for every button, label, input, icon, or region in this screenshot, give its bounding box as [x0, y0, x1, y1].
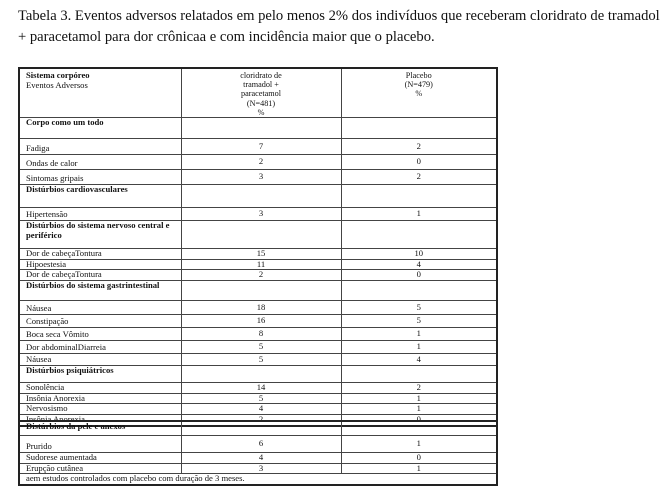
category-label: Distúrbios do sistema nervoso central e periférico — [19, 221, 181, 249]
event-label: Sonolência — [19, 382, 181, 393]
empty-cell — [181, 118, 341, 139]
event-label: Insônia Anorexia — [19, 414, 181, 425]
category-row — [19, 280, 497, 300]
drug-percent: 3 — [181, 208, 341, 221]
drug-percent: 6 — [181, 435, 341, 452]
drug-percent: 5 — [181, 353, 341, 365]
drug-percent: 3 — [181, 170, 341, 185]
placebo-percent: 4 — [341, 259, 497, 270]
event-label: Dor de cabeçaTontura — [19, 249, 181, 260]
table-row — [19, 314, 497, 327]
drug-percent: 14 — [181, 382, 341, 393]
drug-percent: 3 — [181, 463, 341, 474]
empty-cell — [181, 365, 341, 382]
event-label: Ondas de calor — [19, 155, 181, 170]
table-caption: Tabela 3. Eventos adversos relatados em pelo menos 2% dos indivíduos que receberam cloridrato de tramadol + paracetamol para dor crônicaa e com incidência maior que o placebo. — [18, 8, 660, 45]
drug-percent: 7 — [181, 139, 341, 155]
event-label: Sintomas gripais — [19, 170, 181, 185]
table-row — [19, 452, 497, 463]
placebo-percent: 2 — [341, 382, 497, 393]
category-label: Distúrbios psiquiátricos — [19, 365, 181, 382]
drug-percent: 15 — [181, 249, 341, 260]
table-row — [19, 259, 497, 270]
event-label: Constipação — [19, 314, 181, 327]
drug-percent: 18 — [181, 300, 341, 314]
event-label: Boca seca Vômito — [19, 327, 181, 340]
empty-cell — [181, 221, 341, 249]
header-events-label: Eventos Adversos — [26, 79, 88, 90]
empty-cell — [181, 185, 341, 208]
event-label: Náusea — [19, 300, 181, 314]
header-drug-unit: % — [257, 107, 265, 117]
event-label: Sudorese aumentada — [19, 452, 181, 463]
placebo-percent: 1 — [341, 208, 497, 221]
placebo-percent: 5 — [341, 314, 497, 327]
footnote-row — [19, 474, 497, 485]
empty-cell — [181, 421, 341, 435]
table-row — [19, 249, 497, 260]
table-row — [19, 208, 497, 221]
category-label: Distúrbios da pele e anexos — [19, 421, 181, 435]
header-column-system — [19, 68, 181, 118]
placebo-percent: 5 — [341, 300, 497, 314]
placebo-percent: 0 — [341, 270, 497, 281]
category-row — [19, 221, 497, 249]
drug-percent: 2 — [181, 270, 341, 281]
event-label: Hipertensão — [19, 208, 181, 221]
empty-cell — [341, 185, 497, 208]
drug-percent: 4 — [181, 452, 341, 463]
table-row — [19, 393, 497, 404]
header-column-drug — [181, 68, 341, 118]
table-row — [19, 382, 497, 393]
table-header-row — [19, 68, 497, 118]
placebo-percent: 1 — [341, 393, 497, 404]
header-placebo-line1: Placebo — [405, 71, 432, 80]
event-label: Nervosismo — [19, 404, 181, 415]
placebo-percent: 2 — [341, 170, 497, 185]
event-label: Erupção cutânea — [19, 463, 181, 474]
header-system-label: Sistema corpóreo — [26, 70, 90, 80]
placebo-percent: 2 — [341, 139, 497, 155]
table-row — [19, 170, 497, 185]
drug-percent: 16 — [181, 314, 341, 327]
empty-cell — [341, 365, 497, 382]
empty-cell — [181, 280, 341, 300]
header-drug-line1: cloridrato de — [240, 71, 282, 80]
table-row — [19, 139, 497, 155]
table-row — [19, 300, 497, 314]
empty-cell — [341, 280, 497, 300]
category-label: Distúrbios do sistema gastrintestinal — [19, 280, 181, 300]
header-placebo-n: (N=479) — [404, 80, 433, 90]
table-row — [19, 155, 497, 170]
placebo-percent: 1 — [341, 404, 497, 415]
placebo-percent: 1 — [341, 435, 497, 452]
placebo-percent: 0 — [341, 414, 497, 425]
placebo-percent: 4 — [341, 353, 497, 365]
drug-percent: 2 — [181, 414, 341, 425]
adverse-events-table-continued — [18, 420, 498, 486]
event-label: Prurido — [19, 435, 181, 452]
empty-cell — [341, 421, 497, 435]
drug-percent: 5 — [181, 340, 341, 353]
event-label: Insônia Anorexia — [19, 393, 181, 404]
category-label: Distúrbios cardiovasculares — [19, 185, 181, 208]
footnote: aem estudos controlados com placebo com duração de 3 meses. — [19, 474, 497, 485]
table-row — [19, 463, 497, 474]
header-column-placebo — [341, 68, 497, 118]
drug-percent: 8 — [181, 327, 341, 340]
header-drug-n: (N=481) — [246, 98, 276, 108]
table-row — [19, 435, 497, 452]
adverse-events-table — [18, 67, 498, 427]
drug-percent: 2 — [181, 155, 341, 170]
category-row — [19, 118, 497, 139]
header-drug-line2: tramadol + — [243, 80, 279, 90]
event-label: Dor de cabeçaTontura — [19, 270, 181, 281]
category-row — [19, 185, 497, 208]
header-drug-line3: paracetamol — [240, 89, 281, 99]
table-row — [19, 353, 497, 365]
table-row — [19, 404, 497, 415]
table-row — [19, 340, 497, 353]
placebo-percent: 10 — [341, 249, 497, 260]
category-row — [19, 365, 497, 382]
event-label: Hipoestesia — [19, 259, 181, 270]
placebo-percent: 1 — [341, 327, 497, 340]
placebo-percent: 0 — [341, 452, 497, 463]
placebo-percent: 1 — [341, 463, 497, 474]
table-row — [19, 270, 497, 281]
placebo-percent: 0 — [341, 155, 497, 170]
empty-cell — [341, 221, 497, 249]
placebo-percent: 1 — [341, 340, 497, 353]
category-label: Corpo como um todo — [19, 118, 181, 139]
drug-percent: 5 — [181, 393, 341, 404]
drug-percent: 4 — [181, 404, 341, 415]
empty-cell — [341, 118, 497, 139]
event-label: Náusea — [19, 353, 181, 365]
category-row — [19, 421, 497, 435]
table-row — [19, 327, 497, 340]
event-label: Fadiga — [19, 139, 181, 155]
event-label: Dor abdominalDiarreia — [19, 340, 181, 353]
header-placebo-unit: % — [415, 89, 423, 99]
drug-percent: 11 — [181, 259, 341, 270]
